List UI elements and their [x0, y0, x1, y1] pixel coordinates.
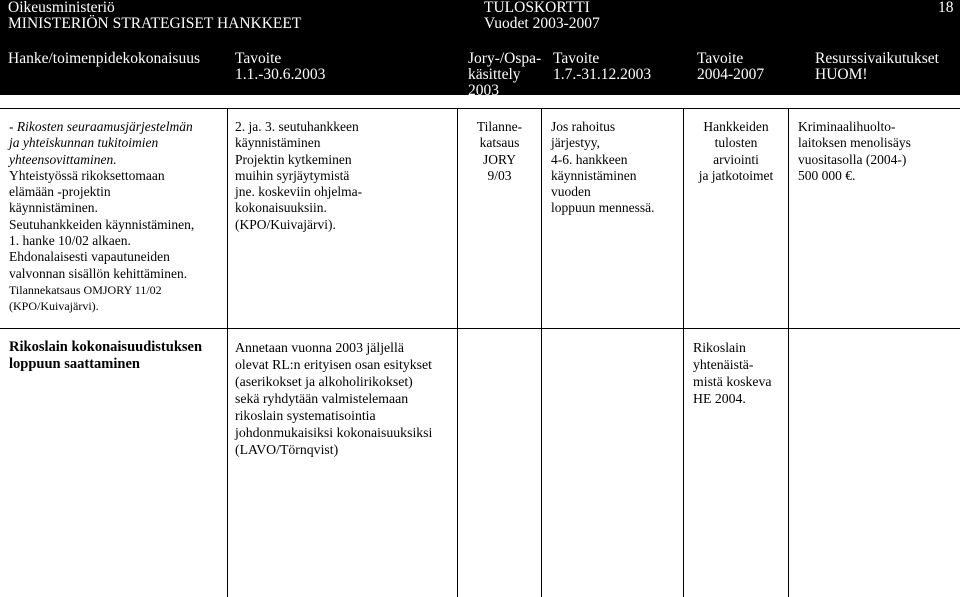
column-header-resource-effects: Resurssivaikutukset HUOM! — [815, 50, 939, 83]
header-band — [0, 0, 960, 99]
table-row-1-goal-h1-2003: 2. ja. 3. seutuhankkeen käynnistäminen Projektin kytkeminen muihin syrjäytymistä jne. koskeviin ohjelma- kokonaisuuksiin. (KPO/Kuivajärvi). — [235, 119, 363, 232]
column-header-jory-ospa: Jory-/Ospa- käsittely 2003 — [468, 50, 542, 99]
table-top-border — [0, 108, 960, 109]
page-number: 18 — [938, 0, 954, 16]
column-divider — [541, 108, 542, 597]
table-row-1-resource-effects: Kriminaalihuolto- laitoksen menolisäys vuositasolla (2004-) 500 000 €. — [798, 119, 911, 183]
table-row-2-goal-h1-2003: Annetaan vuonna 2003 jäljellä olevat RL:n erityisen osan esitykset (aserikokset ja alkoholirikokset) sekä ryhdytään valmistelemaan rikoslain systematisointia johdonmukaisiksi kokonaisuuksiksi (LAVO/Törnqvist) — [235, 340, 433, 457]
column-header-goal-h2-2003: Tavoite 1.7.-31.12.2003 — [553, 50, 652, 83]
table-row-1-project: - Rikosten seuraamusjärjestelmän ja yhteiskunnan tukitoimien yhteensovittaminen. Yhteistyössä rikoksettomaan elämään -projektin käynnistäminen. Seutuhankkeiden käynnistäminen, 1. hanke 10/02 alkaen. Ehdonalaisesti vapautuneiden valvonnan sisällön kehittäminen. Tilannekatsaus OMJORY 11/02 (KPO/Kuivajärvi). — [9, 119, 195, 314]
table-row-1-jory: Tilanne- katsaus JORY 9/03 — [476, 119, 523, 183]
table-row-2-goal-2004-2007: Rikoslain yhtenäistä- mistä koskeva HE 2004. — [693, 340, 772, 406]
table-row-1-goal-2004-2007: Hankkeiden tulosten arviointi ja jatkotoimet — [698, 119, 774, 183]
table-row-2-project: Rikoslain kokonaisuudistuksen loppuun saattaminen — [9, 339, 203, 372]
row-divider — [0, 328, 960, 329]
document-title: TULOSKORTTI — [484, 0, 590, 16]
table-row-1-goal-h2-2003: Jos rahoitus järjestyy, 4-6. hankkeen käynnistäminen vuoden loppuun mennessä. — [551, 119, 655, 216]
column-divider — [227, 108, 228, 597]
column-divider — [788, 108, 789, 597]
column-header-project: Hanke/toimenpidekokonaisuus — [8, 50, 200, 67]
ministry-name: Oikeusministeriö — [8, 0, 115, 16]
document-subtitle: MINISTERIÖN STRATEGISET HANKKEET — [8, 15, 302, 32]
column-header-goal-h1-2003: Tavoite 1.1.-30.6.2003 — [235, 50, 326, 83]
column-header-goal-2004-2007: Tavoite 2004-2007 — [697, 50, 765, 83]
period: Vuodet 2003-2007 — [484, 15, 600, 32]
